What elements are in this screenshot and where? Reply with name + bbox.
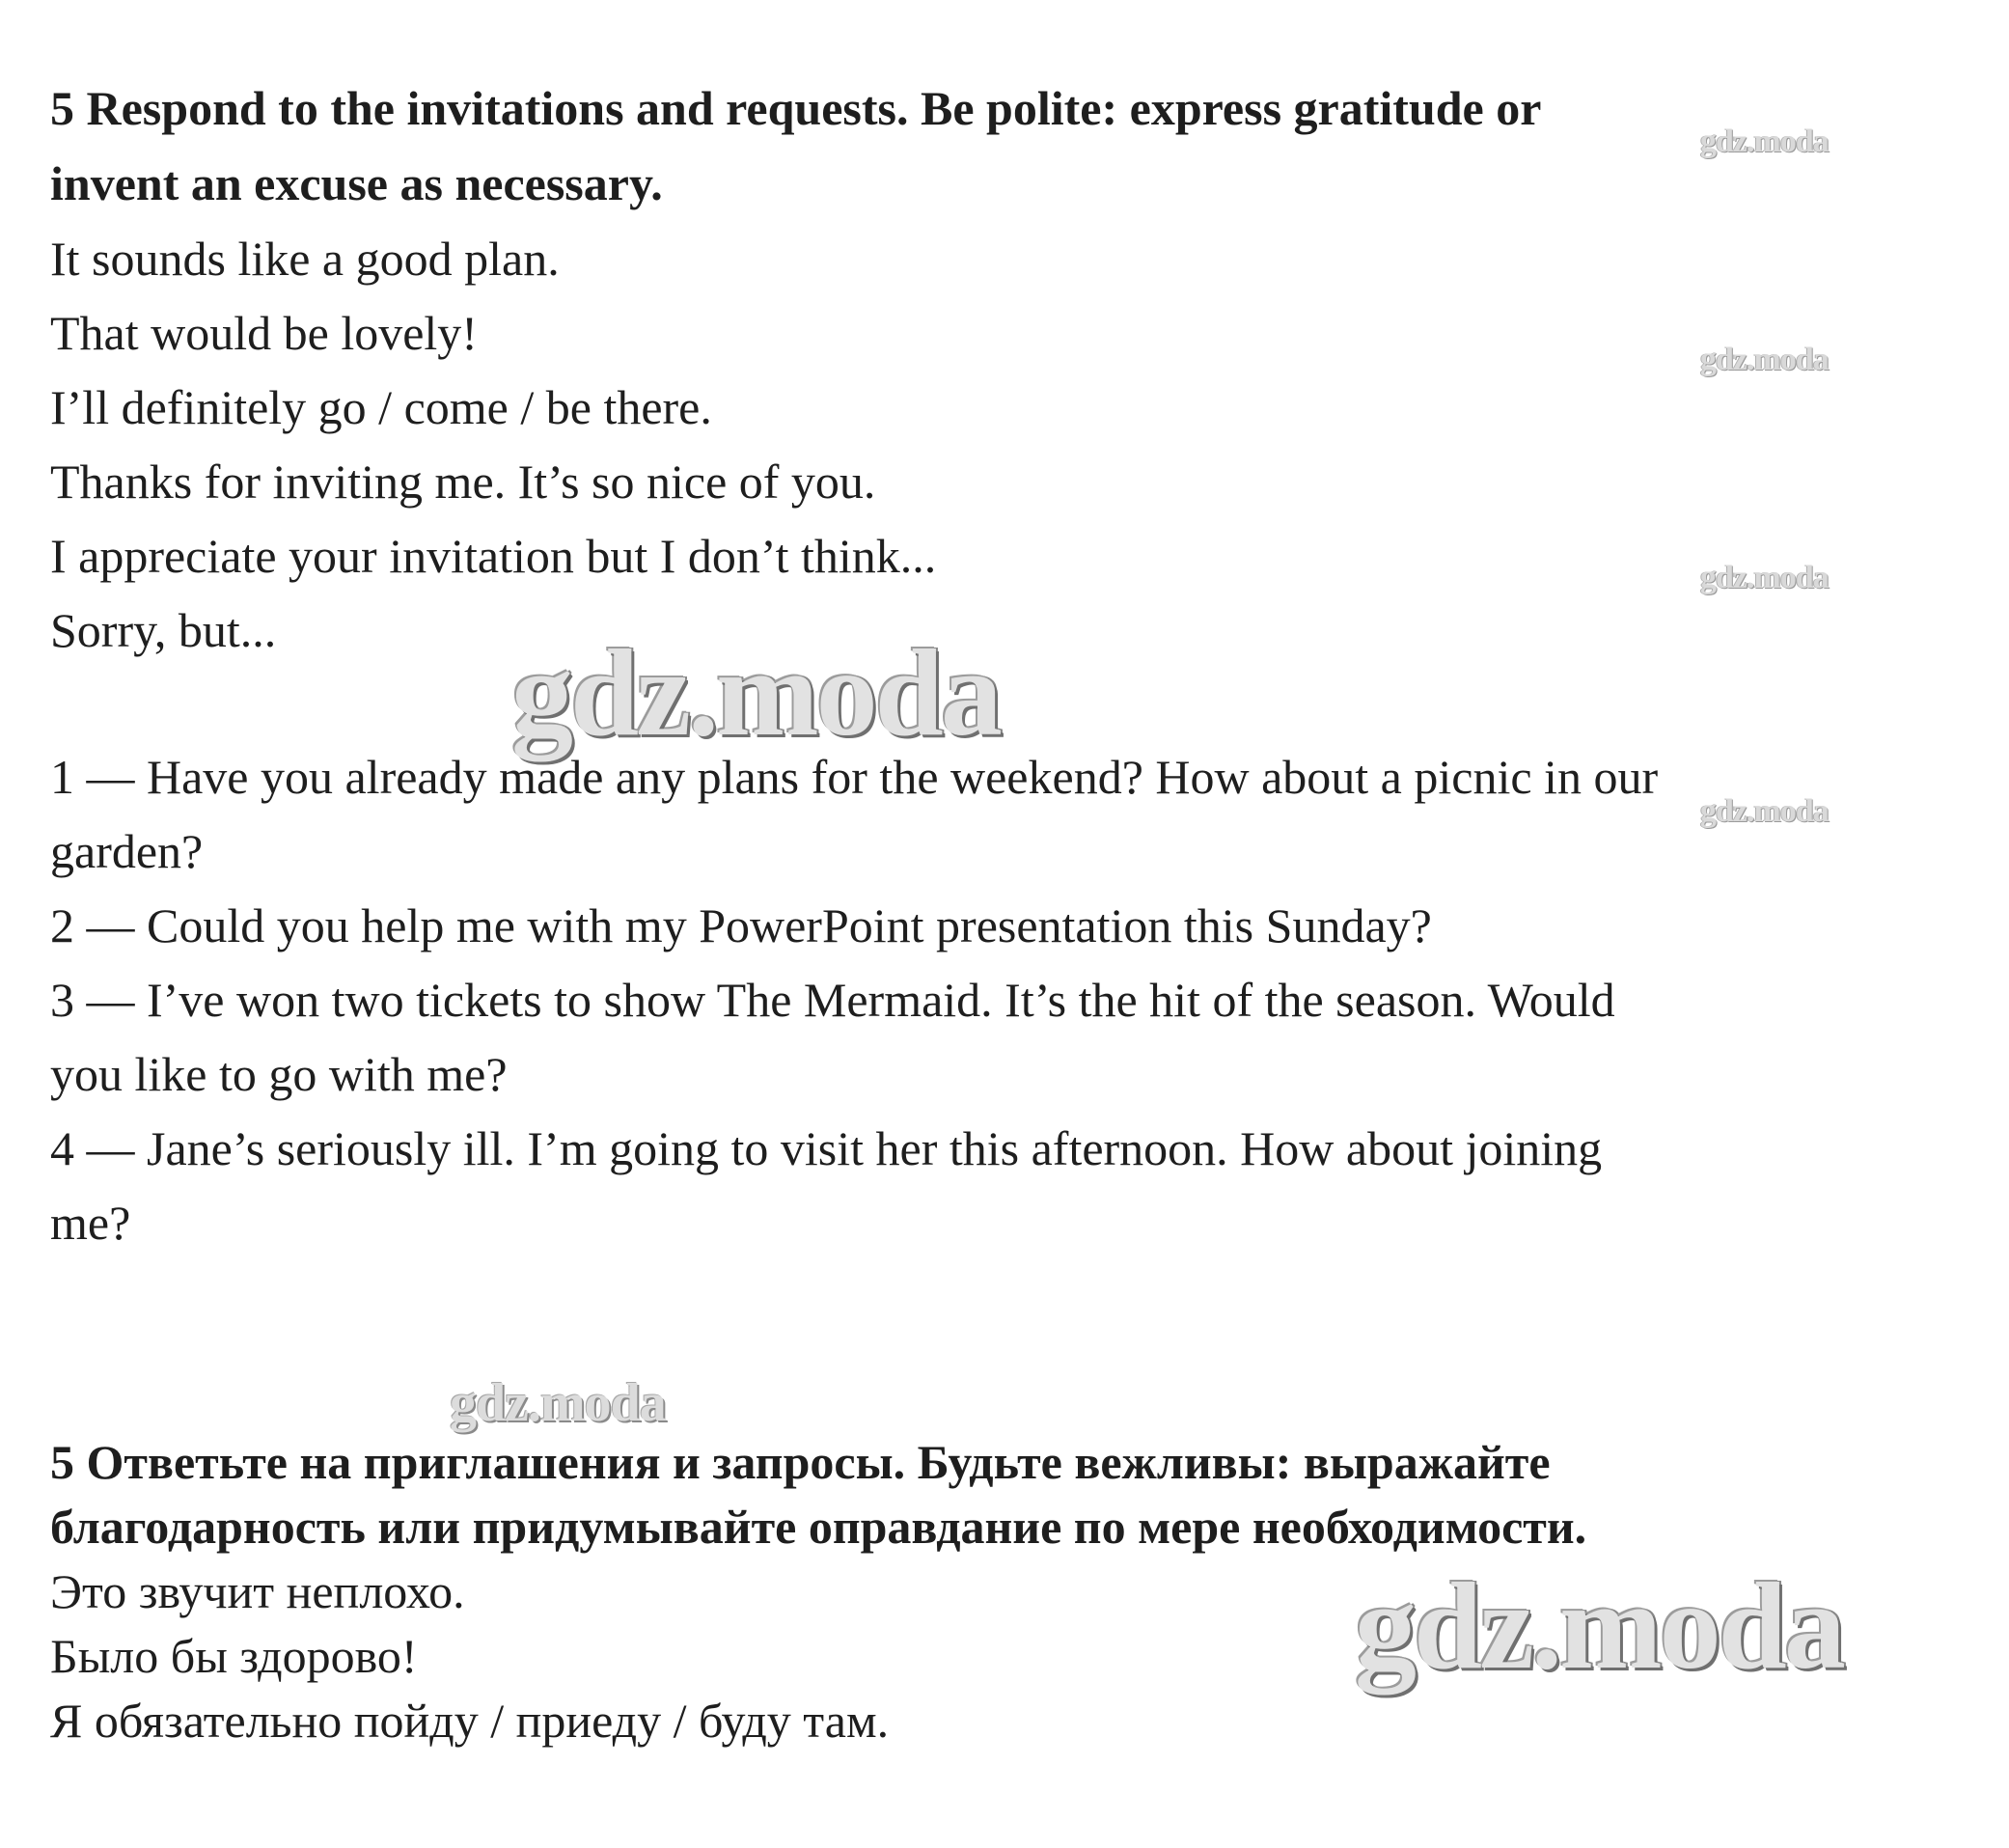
- prompt-line: 3 — I’ve won two tickets to show The Mermaid. It’s the hit of the season. Would: [50, 973, 1615, 1027]
- prompt-line: garden?: [50, 824, 204, 878]
- phrase-line: That would be lovely!: [50, 306, 478, 360]
- prompt-line: 2 — Could you help me with my PowerPoint presentation this Sunday?: [50, 898, 1432, 952]
- watermark-small: gdz.moda: [1700, 124, 1829, 159]
- exercise-heading-line-2: invent an excuse as necessary.: [50, 156, 663, 210]
- watermark-small: gdz.moda: [1700, 560, 1829, 595]
- exercise-heading-line-1: 5 Respond to the invitations and requests. Be polite: express gratitude or: [50, 81, 1542, 135]
- prompt-line: you like to go with me?: [50, 1047, 508, 1101]
- watermark-big: gdz.moda: [511, 624, 1000, 761]
- watermark-small: gdz.moda: [1700, 342, 1829, 377]
- translation-phrase-line: Было бы здорово!: [50, 1629, 418, 1683]
- phrase-line: I’ll definitely go / come / be there.: [50, 380, 712, 434]
- prompt-line: 4 — Jane’s seriously ill. I’m going to visit her this afternoon. How about joining: [50, 1121, 1603, 1175]
- watermark-medium: gdz.moda: [450, 1373, 666, 1433]
- translation-phrase-line: Это звучит неплохо.: [50, 1564, 465, 1618]
- watermark-big: gdz.moda: [1355, 1558, 1843, 1695]
- translation-phrase-line: Я обязательно пойду / приеду / буду там.: [50, 1694, 890, 1748]
- prompt-line: me?: [50, 1196, 131, 1250]
- watermark-small: gdz.moda: [1700, 793, 1829, 829]
- prompt-line: 1 — Have you already made any plans for the weekend? How about a picnic in our: [50, 750, 1659, 804]
- phrase-line: Sorry, but...: [50, 603, 277, 657]
- translation-heading-line-1: 5 Ответьте на приглашения и запросы. Будьте вежливы: выражайте: [50, 1435, 1551, 1489]
- translation-heading-line-2: благодарность или придумывайте оправдание по мере необходимости.: [50, 1500, 1587, 1554]
- phrase-line: I appreciate your invitation but I don’t think...: [50, 529, 937, 583]
- phrase-line: Thanks for inviting me. It’s so nice of you.: [50, 455, 876, 509]
- phrase-line: It sounds like a good plan.: [50, 232, 560, 286]
